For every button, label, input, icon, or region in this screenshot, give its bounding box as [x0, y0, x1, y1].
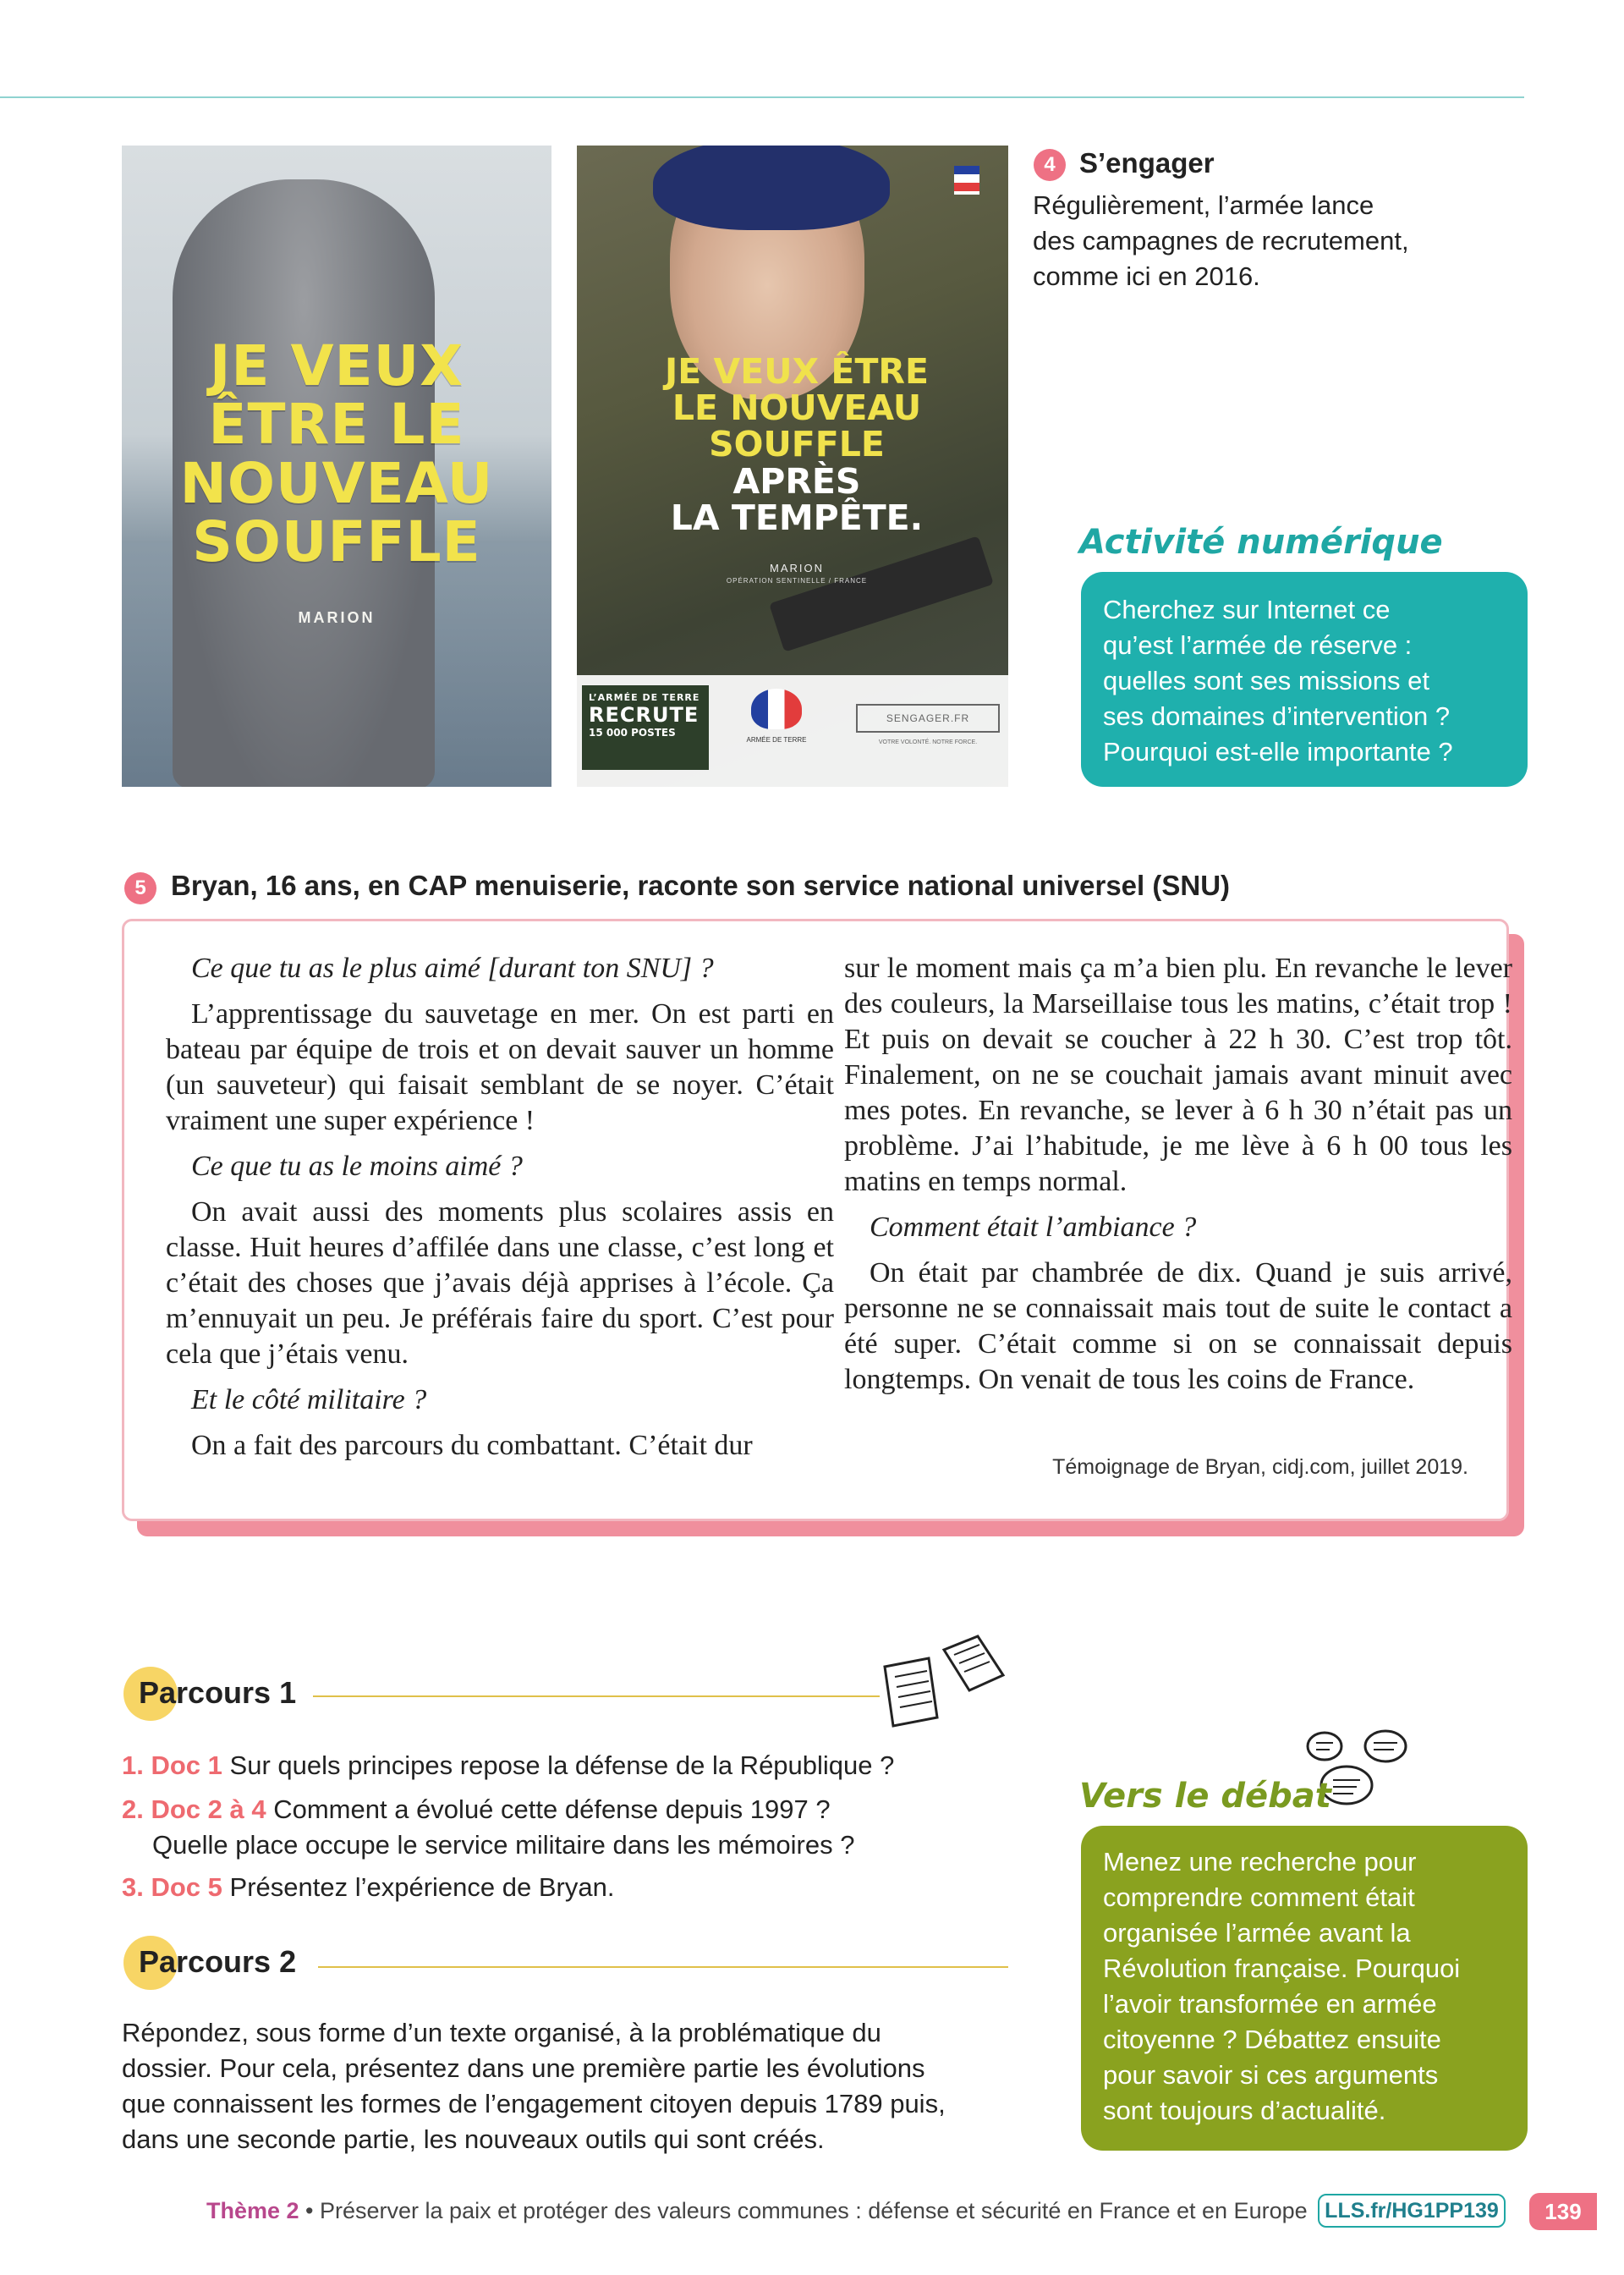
doc5-column-2 [844, 951, 1512, 1408]
footer-description: • Préserver la paix et protéger des valeurs communes : défense et sécurité en France et en Europe [299, 2198, 1308, 2223]
interview-answer: On avait aussi des moments plus scolaires assis en classe. Huit heures d’affilée dans une classe, c’est long et c’était des choses que j’avais déjà apprises à l’école. Ça m’ennuyait un peu. Je préférais faire du sport. C’est pour cela que j’étais venu. [166, 1196, 834, 1370]
poster2-slogan: JE VEUX ÊTRE LE NOUVEAU SOUFFLE [664, 351, 929, 465]
recruit-line1: L’ARMÉE DE TERRE [589, 692, 700, 703]
recruit-block [582, 685, 709, 770]
poster-hooded-figure [122, 146, 551, 787]
lls-link[interactable]: LLS.fr/HG1PP139 [1318, 2194, 1506, 2228]
doc4-number-badge: 4 [1034, 149, 1066, 181]
poster-soldier [577, 146, 1008, 787]
parcours1-title: Parcours 1 [139, 1675, 297, 1710]
debat-box: Menez une recherche pour comprendre comment était organisée l’armée avant la Révolution française. Pourquoi l’avoir transformée en armée citoyenne ? Débattez ensuite pour savoir si ces arguments sont toujours d’actualité. [1081, 1826, 1528, 2151]
poster2-signature: MARION [770, 562, 824, 574]
rifle-shape [769, 536, 994, 651]
army-logo [726, 689, 827, 765]
parcours2-title: Parcours 2 [139, 1944, 297, 1979]
question-3 [122, 1870, 614, 1905]
doc4-title: S’engager [1079, 147, 1215, 179]
army-logo-caption: ARMÉE DE TERRE [746, 736, 807, 744]
debat-title: Vers le débat [1079, 1777, 1331, 1816]
footer-theme: Thème 2 [206, 2198, 299, 2223]
poster1-signature: MARION [298, 609, 376, 626]
activite-box: Cherchez sur Internet ce qu’est l’armée de réserve : quelles sont ses missions et ses domaines d’intervention ? Pourquoi est-elle importante ? [1081, 572, 1528, 787]
question-text: Présentez l’expérience de Bryan. [229, 1872, 615, 1902]
recruit-line2: RECRUTE [589, 703, 700, 727]
site-block [856, 689, 1000, 765]
question-2 [122, 1792, 831, 1827]
interview-question: Comment était l’ambiance ? [870, 1212, 1197, 1243]
doc5-column-1 [166, 951, 834, 1474]
interview-answer: On a fait des parcours du combattant. C’était dur [191, 1430, 753, 1461]
activite-title: Activité numérique [1079, 523, 1443, 562]
doc4-caption: Régulièrement, l’armée lance des campagnes de recrutement, comme ici en 2016. [1033, 190, 1409, 291]
doc5-title: Bryan, 16 ans, en CAP menuiserie, raconte son service national universel (SNU) [171, 870, 1231, 901]
poster2-signature-sub: OPÉRATION SENTINELLE / FRANCE [726, 577, 868, 585]
footer-text [206, 2198, 1308, 2224]
republic-logo-icon [954, 166, 979, 195]
page-number: 139 [1529, 2193, 1597, 2230]
soldier-beret [653, 146, 890, 230]
interview-answer: L’apprentissage du sauvetage en mer. On est parti en bateau par équipe de trois et on devait sauver un homme (un sauveteur) qui faisait semblant de se noyer. C’était vraiment une super expérience ! [166, 998, 834, 1136]
poster2-slogan-white: APRÈS LA TEMPÊTE. [670, 461, 924, 539]
parcours1-rule [313, 1695, 880, 1697]
site-url: SENGAGER.FR [856, 704, 1000, 733]
interview-question: Et le côté militaire ? [191, 1384, 427, 1415]
question-number: 1. [122, 1750, 144, 1780]
question-number: 2. [122, 1794, 144, 1824]
parcours2-text: Répondez, sous forme d’un texte organisé, à la problématique du dossier. Pour cela, présentez dans une première partie les évolutions que connaissent les formes de l’engagement citoyen depuis 1789 puis, dans une seconde partie, les nouveaux outils qui sont créés. [122, 2018, 946, 2154]
question-text: Sur quels principes repose la défense de la République ? [229, 1750, 895, 1780]
recruit-line3: 15 000 POSTES [589, 727, 676, 739]
question-text: Comment a évolué cette défense depuis 1997 ? [273, 1794, 831, 1824]
interview-question: Ce que tu as le moins aimé ? [191, 1151, 523, 1182]
army-flag-icon [751, 689, 802, 729]
poster2-banner [577, 675, 1008, 787]
doc5-source: Témoignage de Bryan, cidj.com, juillet 2019. [1052, 1455, 1468, 1479]
interview-question: Ce que tu as le plus aimé [durant ton SNU] ? [191, 953, 714, 984]
question-number: 3. [122, 1872, 144, 1902]
question-2-continued: Quelle place occupe le service militaire dans les mémoires ? [152, 1830, 855, 1860]
site-tagline: VOTRE VOLONTÉ. NOTRE FORCE. [878, 739, 978, 745]
interview-answer: sur le moment mais ça m’a bien plu. En revanche le lever des couleurs, la Marseillaise tous les matins, c’était trop ! Et puis on devait se coucher à 22 h 30. C’est trop tôt. Finalement, on ne se couchait jamais avant minuit avec mes potes. En revanche, se lever à 6 h 30 n’était pas un problème. J’ai l’habitude, je me lève à 6 h 00 tous les matins en temps normal. [844, 953, 1512, 1197]
poster1-slogan: JE VEUX ÊTRE LE NOUVEAU SOUFFLE [179, 333, 494, 574]
top-rule [0, 96, 1524, 98]
question-1 [122, 1748, 894, 1783]
question-doc-ref: Doc 5 [151, 1872, 222, 1902]
interview-answer: On était par chambrée de dix. Quand je suis arrivé, personne ne se connaissait mais tout de suite le contact a été super. C’était comme si on se connaissait depuis longtemps. On venait de tous les coins de France. [844, 1257, 1512, 1395]
question-doc-ref: Doc 2 à 4 [151, 1794, 266, 1824]
doc5-number-badge: 5 [124, 872, 156, 904]
parcours2-rule [318, 1966, 1008, 1968]
documents-icon [876, 1633, 1012, 1734]
question-doc-ref: Doc 1 [151, 1750, 222, 1780]
